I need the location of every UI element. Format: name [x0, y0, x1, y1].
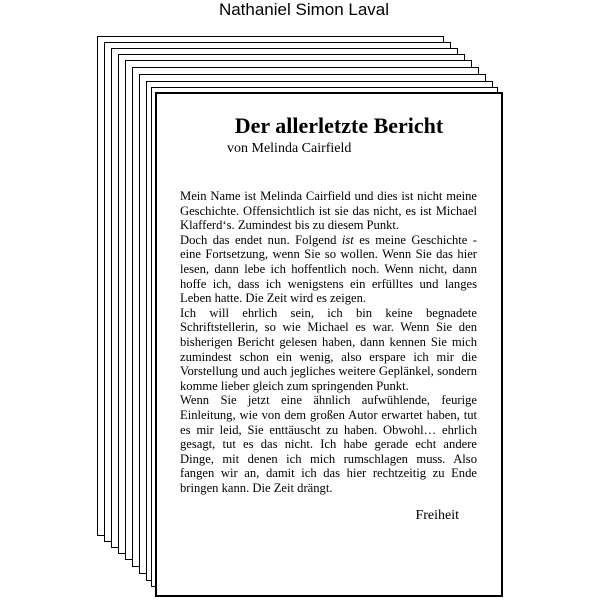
document-title: Der allerletzte Bericht: [234, 113, 444, 138]
paragraph-2-rest: es meine Geschichte - eine Fortsetzung, wenn Sie so wollen. Wenn Sie das hier lesen, dann lebe ich hoffentlich noch. Wenn nicht, dann hoffe ich, dass ich wenigstens ein erfülltes und langes Leben hatte. Die Zeit wird es zeigen.: [180, 232, 478, 306]
body-paragraph-2: [180, 233, 477, 306]
document-byline: von Melinda Cairfield: [227, 141, 352, 156]
book-author: Nathaniel Simon Laval: [218, 0, 390, 19]
emphasis-ist: ist: [341, 232, 354, 247]
paragraph-2-start: Doch das endet nun. Folgend: [180, 232, 342, 247]
document-signoff: Freiheit: [415, 508, 459, 523]
body-paragraph-3: Ich will ehrlich sein, ich bin keine begnadete Schriftstellerin, so wie Michael es war. Wenn Sie den bisherigen Bericht gelesen haben, dann kennen Sie mich zumindest schon ein wenig, also erspare ich mir die Vorstellung und auch jegliches weitere Geplänkel, sondern komme lieber gleich zum springenden Punkt.: [180, 305, 477, 393]
body-paragraph-4: Wenn Sie jetzt eine ähnlich aufwühlende, feurige Einleitung, wie von dem großen Autor erwartet haben, tut es mir leid, Sie enttäuscht zu haben. Obwohl… ehrlich gesagt, tut es das nicht. Ich habe gerade echt andere Dinge, mit denen ich mich rumschlagen muss. Also fangen wir an, damit ich das hier rechtzeitig zu Ende bringen kann. Die Zeit drängt.: [180, 393, 477, 495]
document-body: [180, 189, 477, 495]
front-page: [155, 92, 503, 597]
body-paragraph-1: Mein Name ist Melinda Cairfield und dies ist nicht meine Geschichte. Offensichtlich ist sie das nicht, es ist Michael Klafferd‘s. Zumindest bis zu diesem Punkt.: [180, 189, 477, 233]
